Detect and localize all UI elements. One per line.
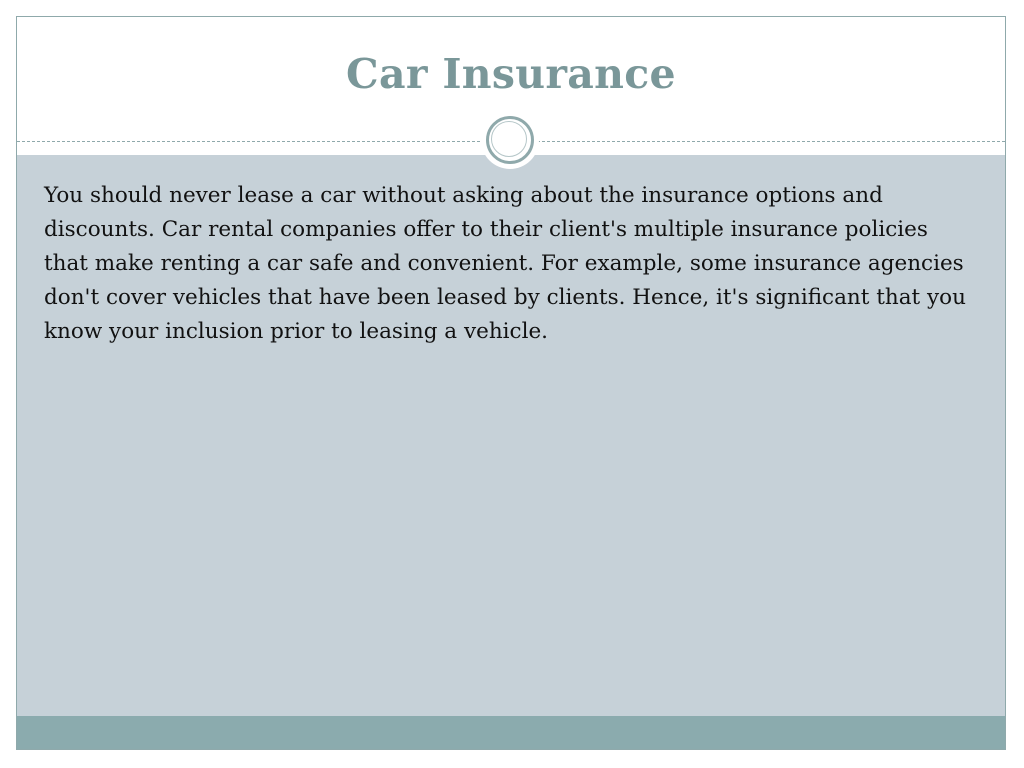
ornament-ring (486, 116, 534, 164)
content-area (17, 155, 1005, 716)
ornament-inner-ring (491, 121, 527, 157)
footer-band (17, 716, 1005, 749)
slide-body-text: You should never lease a car without asking about the insurance options and discounts. Car rental companies offer to their client's multiple insurance policies that make renting a car safe and convenient. For example, some insurance agencies don't cover vehicles that have been leased by clients. Hence, it's significant that you know your inclusion prior to leasing a vehicle. (44, 183, 966, 344)
circle-ornament-icon (481, 111, 539, 169)
slide-title: Car Insurance (346, 50, 676, 98)
slide (16, 16, 1006, 750)
